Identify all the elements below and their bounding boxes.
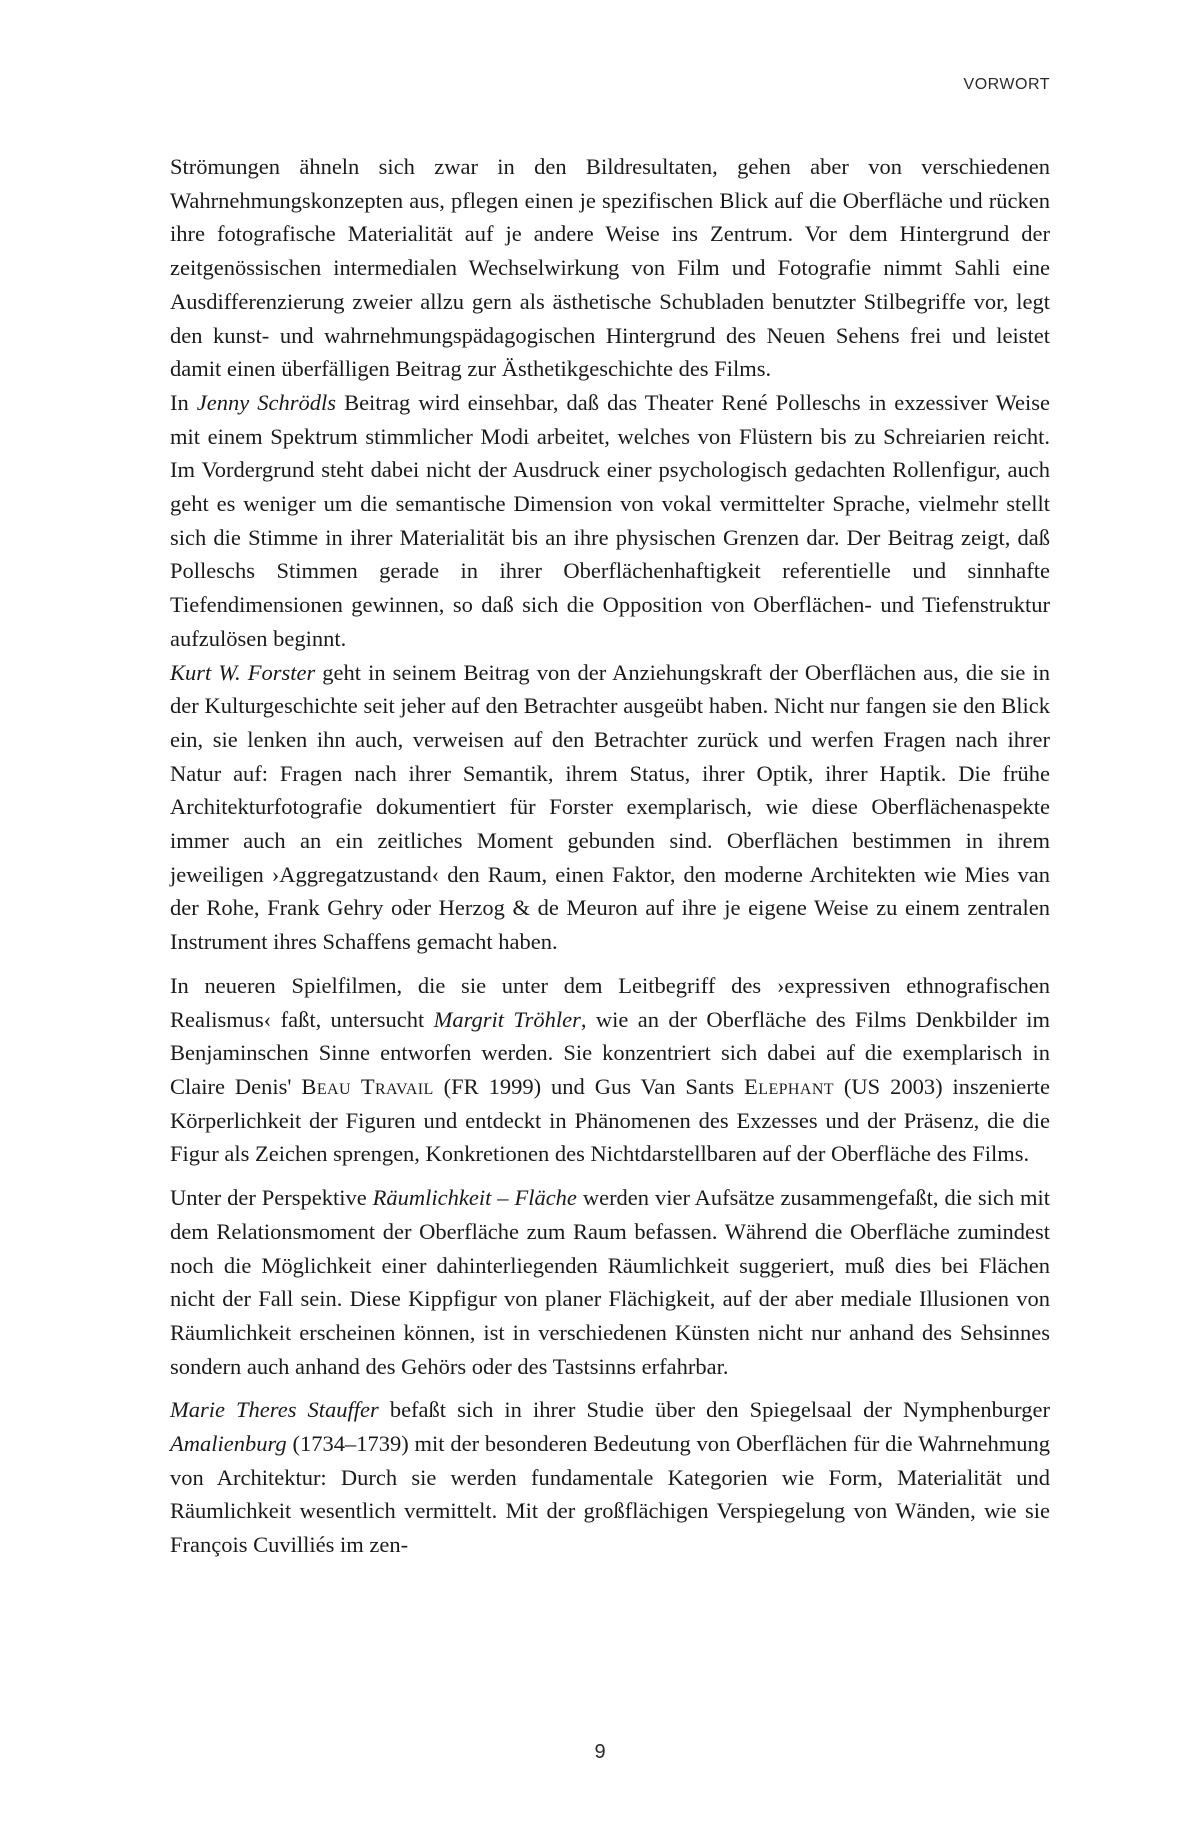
text-run: In bbox=[170, 389, 197, 415]
film-title: Elephant bbox=[744, 1073, 834, 1099]
paragraph-gap bbox=[170, 1171, 1050, 1181]
text-run: (1734–1739) mit der besonderen Bedeutung von Oberflächen für die Wahrnehmung von Architektur: Durch sie werden fundamentale Kategorien wie Form, Materialität und Räumlichkeit wesentlich vermittelt. Mit der großflächigen Verspiegelung von Wänden, wie sie François Cuvilliés im zen- bbox=[170, 1431, 1050, 1558]
text-run: (US 2003) inszenierte Körperlichkeit der Figuren und entdeckt in Phänomenen des Exzesses und der Präsenz, die die Figur als Zeichen sprengen, Konkretionen des Nichtdarstellbaren auf der Oberfläche des Films. bbox=[170, 1073, 1050, 1167]
text-run: Unter der Perspektive bbox=[170, 1185, 373, 1211]
page-number: 9 bbox=[594, 1741, 606, 1763]
film-title: Beau Travail bbox=[301, 1073, 434, 1099]
paragraph-schroedl bbox=[170, 386, 1050, 656]
text-run: , wie an der Oberfläche des Films Denkbilder im Benjaminschen Sinne entworfen werden. Sie konzentriert sich dabei auf die exemplarisch in Claire Denis' bbox=[170, 1006, 1050, 1099]
text-run: In neueren Spielfilmen, die sie unter dem Leitbegriff des ›expressiven ethnografischen Realismus‹ faßt, untersucht bbox=[170, 972, 1050, 1032]
text-run: Beitrag wird einsehbar, daß das Theater René Polleschs in exzessiver Weise mit einem Spektrum stimmlicher Modi arbeitet, welches von Flüstern bis zu Schreiarien reicht. Im Vordergrund steht dabei nicht der Ausdruck einer psychologisch gedachten Rollenfigur, auch geht es weniger um die semantische Dimension von vokal vermittelter Sprache, vielmehr stellt sich die Stimme in ihrer Materialität bis an ihre physischen Grenzen dar. Der Beitrag zeigt, daß Polleschs Stimmen gerade in ihrer Oberflächenhaftigkeit referentielle und sinnhafte Tiefendimensionen gewinnen, so daß sich die Opposition von Oberflächen- und Tiefenstruktur aufzulösen beginnt. bbox=[170, 389, 1050, 651]
text-run: geht in seinem Beitrag von der Anziehungskraft der Oberflächen aus, die sie in der Kulturgeschichte seit jeher auf den Betrachter ausgeübt haben. Nicht nur fangen sie den Blick ein, sie lenken ihn auch, verweisen auf den Betrachter zurück und werfen Fragen nach ihrer Natur auf: Fragen nach ihrer Semantik, ihrem Status, ihrer Optik, ihrer Haptik. Die frühe Architekturfotografie dokumentiert für Forster exemplarisch, wie diese Oberflächenaspekte immer auch an ein zeitliches Moment gebunden sind. Oberflächen bestimmen in ihrem jeweiligen ›Aggregatzustand‹ den Raum, einen Faktor, den moderne Architekten wie Mies van der Rohe, Frank Gehry oder Herzog & de Meuron auf ihre je eigene Weise zu einem zentralen Instrument ihres Schaffens gemacht haben. bbox=[170, 659, 1050, 955]
running-head: VORWORT bbox=[963, 76, 1050, 93]
place-name: Amalienburg bbox=[170, 1431, 287, 1457]
author-name: Marie Theres Stauffer bbox=[170, 1397, 379, 1423]
text-run: werden vier Aufsätze zusammengefaßt, die sich mit dem Relationsmoment der Oberfläche zum Raum befassen. Während die Oberfläche zumindest noch die Möglichkeit einer dahinterliegenden Räumlichkeit suggeriert, muß dies bei Flächen nicht der Fall sein. Diese Kippfigur von planer Flächigkeit, auf der aber mediale Illusionen von Räumlichkeit erscheinen können, ist in verschiedenen Künsten nicht nur anhand des Sehsinnes sondern auch anhand des Gehörs oder des Tastsinns erfahrbar. bbox=[170, 1185, 1050, 1379]
paragraph-stauffer bbox=[170, 1393, 1050, 1562]
paragraph-section-intro bbox=[170, 1181, 1050, 1383]
paragraph-gap bbox=[170, 959, 1050, 969]
paragraph-forster bbox=[170, 656, 1050, 959]
paragraph-troehler bbox=[170, 969, 1050, 1171]
paragraph-gap bbox=[170, 1383, 1050, 1393]
paragraph-sahli: Strömungen ähneln sich zwar in den Bildresultaten, gehen aber von verschiedenen Wahrnehmungskonzepten aus, pflegen einen je spezifischen Blick auf die Oberfläche und rücken ihre fotografische Materialität auf je andere Weise ins Zentrum. Vor dem Hintergrund der zeitgenössischen intermedialen Wechselwirkung von Film und Fotografie nimmt Sahli eine Ausdifferenzierung zweier allzu gern als ästhetische Schubladen benutzter Stilbegriffe vor, legt den kunst- und wahrnehmungspädagogischen Hintergrund des Neuen Sehens frei und leistet damit einen überfälligen Beitrag zur Ästhetikgeschichte des Films. bbox=[170, 154, 1050, 382]
section-title: Räumlichkeit – Fläche bbox=[372, 1185, 577, 1211]
text-run: befaßt sich in ihrer Studie über den Spiegelsaal der Nymphenburger bbox=[378, 1397, 1050, 1423]
text-run: (FR 1999) und Gus Van Sants bbox=[433, 1073, 745, 1099]
body-text bbox=[170, 150, 1050, 1562]
author-name: Kurt W. Forster bbox=[170, 659, 316, 685]
author-name: Jenny Schrödls bbox=[196, 389, 337, 415]
author-name: Margrit Tröhler bbox=[433, 1006, 581, 1032]
